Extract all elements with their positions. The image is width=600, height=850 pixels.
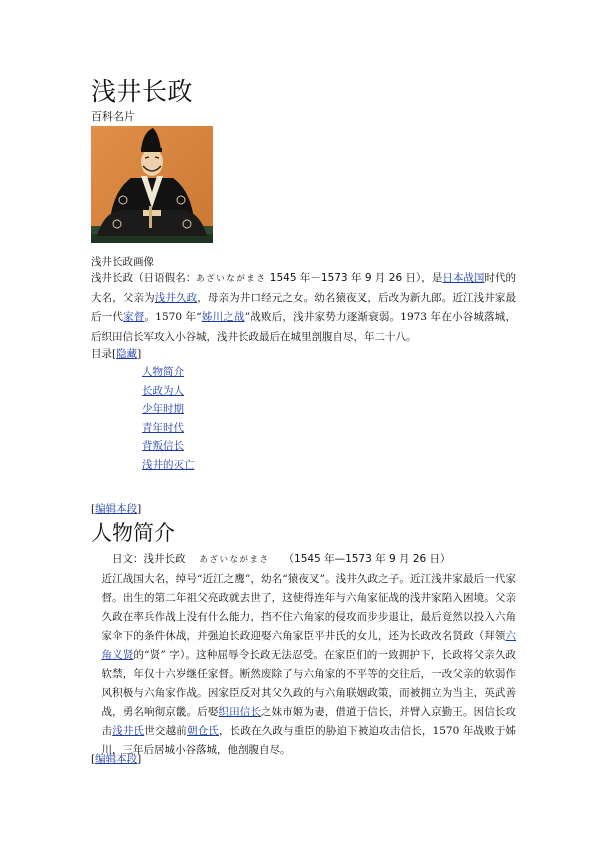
paragraph-text: ，长政在久政与重臣的胁迫下被迫攻击信长，1570 年战败于姊川，三年后居城小谷落城，他剖腹自尽。: [101, 725, 517, 756]
toc-item: [142, 456, 195, 475]
link-asakura-clan[interactable]: 朝仓氏: [186, 725, 219, 737]
intro-text: ”战败后，浅井家势力逐渐衰弱。1973 年在小谷城落城，后织田信长军攻入小谷城，浅井长政最后在城里剖腹自尽，年二十八。: [91, 311, 517, 343]
edit-section-link[interactable]: 编辑本段: [95, 503, 138, 515]
toc-link-downfall[interactable]: 浅井的灭亡: [142, 458, 195, 471]
edit-section-control: [91, 751, 141, 766]
japanese-name: 日文：浅井长政: [112, 553, 186, 565]
japanese-kana: あざいながまさ: [199, 555, 270, 565]
paragraph-text: 的“贤” 字）。这种屈辱令长政无法忍受。在家臣们的一致拥护下，长政将父亲久政软禁，年仅十六岁继任家督。断然废除了与六角家的不平等的交往后，一改父亲的软弱作风积极与六角家作战。因家臣反对其父久政的与六角联姻政策，而被拥立为当主，英武善战，勇名响彻京畿。后娶: [101, 649, 516, 718]
link-azai-hisamasa[interactable]: 浅井久政: [154, 292, 198, 305]
edit-bracket: [: [91, 753, 96, 765]
edit-bracket: ]: [137, 503, 142, 515]
intro-text: 时代的大名，父亲为: [91, 272, 517, 305]
edit-section-link[interactable]: 编辑本段: [95, 753, 138, 765]
section-heading: 人物简介: [91, 521, 175, 545]
intro-text: 1545 年－1573 年 9 月 26 日），是: [266, 272, 443, 284]
toc-header: [91, 346, 141, 361]
link-japan-sengoku[interactable]: 日本战国: [442, 272, 485, 284]
toc-link-youth[interactable]: 少年时期: [142, 403, 184, 415]
page-title: 浅井长政: [91, 77, 194, 106]
toc-label: 目录[: [91, 348, 117, 360]
table-of-contents: [142, 363, 195, 474]
edit-bracket: ]: [137, 753, 142, 765]
intro-kana: あざいながまさ: [196, 274, 267, 284]
paragraph-text: 世交越前: [144, 725, 187, 737]
portrait-caption: 浅井长政画像: [91, 256, 154, 268]
toc-link-profile[interactable]: 人物简介: [142, 366, 184, 378]
paragraph-text: 近江战国大名，绰号“近江之鹰”，幼名“猿夜叉”。浅井久政之子。近江浅井家最后一代家督。出生的第二年祖父亮政就去世了，这使得连年与六角家征战的浅井家陷入困境。父亲久政在率兵作战上没有什么能力，挡不住六角家的侵攻而步步退让，最后竟然以投入六角家伞下的条件休战，并强迫长政迎娶六角家臣平井氏的女儿，还为长政改名贤政（拜领: [101, 573, 516, 642]
paragraph-text: 之妹市姬为妻，借道于信长，并臂入京勤王。因信长攻击: [101, 706, 517, 737]
portrait-image: [91, 126, 213, 243]
intro-text: 浅井长政（日语假名：: [91, 272, 197, 284]
edit-bracket: [: [91, 503, 96, 515]
link-azai-clan[interactable]: 浅井氏: [112, 725, 145, 737]
link-rokkaku-yoshikata[interactable]: 六角义贤: [101, 630, 516, 661]
toc-item: [142, 363, 195, 382]
toc-item: [142, 437, 195, 456]
intro-text: 。1570 年“: [144, 311, 202, 324]
profile-paragraph: [91, 570, 516, 760]
toc-link-young-adult[interactable]: 青年时代: [142, 421, 184, 434]
edit-section-control: [91, 501, 141, 516]
link-katoku[interactable]: 家督: [123, 311, 145, 324]
info-card-label: 百科名片: [91, 110, 135, 123]
section-body: [91, 550, 516, 760]
link-oda-nobunaga[interactable]: 织田信长: [218, 706, 261, 718]
japanese-name-line: [91, 550, 516, 570]
intro-text: ，母亲为井口经元之女。幼名猿夜叉，后改为新九郎。近江浅井家最后一代: [91, 292, 517, 324]
toc-link-character[interactable]: 长政为人: [142, 384, 184, 397]
toc-item: [142, 419, 195, 438]
life-dates: （1545 年—1573 年 9 月 26 日）: [283, 553, 451, 565]
toc-bracket: ]: [137, 348, 142, 360]
intro-paragraph: [91, 269, 516, 347]
link-battle-of-anegawa[interactable]: 姊川之战: [201, 311, 245, 324]
toc-item: [142, 382, 195, 401]
toc-link-betrayal[interactable]: 背叛信长: [142, 440, 184, 452]
toc-item: [142, 400, 195, 419]
toc-hide-link[interactable]: 隐藏: [116, 348, 138, 360]
